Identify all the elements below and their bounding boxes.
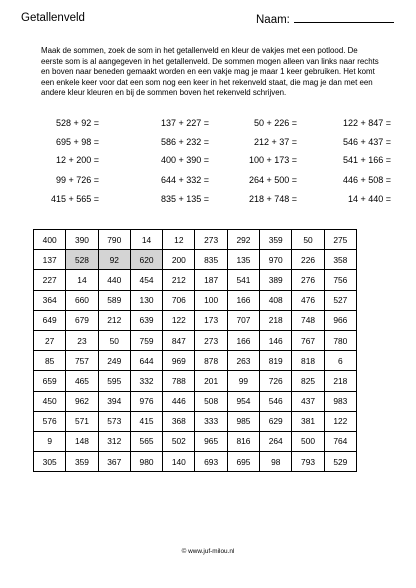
grid-cell[interactable]: 500: [292, 431, 324, 451]
grid-cell[interactable]: 595: [98, 371, 130, 391]
grid-cell[interactable]: 27: [34, 330, 66, 350]
grid-cell[interactable]: 50: [98, 330, 130, 350]
grid-cell[interactable]: 333: [195, 411, 227, 431]
grid-cell[interactable]: 589: [98, 290, 130, 310]
grid-cell[interactable]: 541: [227, 270, 259, 290]
grid-cell[interactable]: 85: [34, 351, 66, 371]
grid-cell[interactable]: 122: [163, 310, 195, 330]
grid-cell[interactable]: 780: [324, 330, 356, 350]
grid-cell[interactable]: 440: [98, 270, 130, 290]
grid-cell[interactable]: 816: [227, 431, 259, 451]
grid-cell[interactable]: 400: [34, 230, 66, 250]
sum-item: 99 + 726 =: [55, 175, 99, 185]
grid-cell[interactable]: 166: [227, 330, 259, 350]
grid-row: [34, 351, 357, 371]
sums-list: [0, 0, 416, 210]
grid-cell[interactable]: 546: [260, 391, 292, 411]
grid-cell[interactable]: 644: [130, 351, 162, 371]
sum-item: 446 + 508 =: [342, 175, 391, 185]
grid-cell[interactable]: 263: [227, 351, 259, 371]
grid-cell[interactable]: 135: [227, 250, 259, 270]
grid-cell[interactable]: 273: [195, 330, 227, 350]
grid-cell[interactable]: 12: [163, 230, 195, 250]
grid-cell[interactable]: 629: [260, 411, 292, 431]
grid-row: [34, 431, 357, 451]
grid-cell[interactable]: 976: [130, 391, 162, 411]
grid-cell[interactable]: 14: [130, 230, 162, 250]
grid-cell[interactable]: 249: [98, 351, 130, 371]
grid-cell[interactable]: 173: [195, 310, 227, 330]
grid-cell[interactable]: 389: [260, 270, 292, 290]
grid-cell[interactable]: 985: [227, 411, 259, 431]
number-grid: [33, 229, 357, 472]
grid-cell[interactable]: 408: [260, 290, 292, 310]
grid-cell[interactable]: 23: [66, 330, 98, 350]
grid-cell[interactable]: 6: [324, 351, 356, 371]
grid-cell[interactable]: 218: [260, 310, 292, 330]
grid-cell[interactable]: 835: [195, 250, 227, 270]
grid-row: [34, 411, 357, 431]
grid-cell[interactable]: 502: [163, 431, 195, 451]
grid-cell[interactable]: 275: [324, 230, 356, 250]
grid-cell[interactable]: 122: [324, 411, 356, 431]
grid-cell[interactable]: 227: [34, 270, 66, 290]
grid-cell[interactable]: 450: [34, 391, 66, 411]
grid-cell[interactable]: 764: [324, 431, 356, 451]
grid-cell[interactable]: 476: [292, 290, 324, 310]
grid-row: [34, 270, 357, 290]
grid-cell[interactable]: 793: [292, 452, 324, 472]
page-title: Getallenveld: [21, 12, 85, 24]
sum-item: 218 + 748 =: [248, 194, 297, 204]
grid-cell[interactable]: 565: [130, 431, 162, 451]
grid-cell[interactable]: 759: [130, 330, 162, 350]
grid-cell[interactable]: 148: [66, 431, 98, 451]
grid-cell[interactable]: 226: [292, 250, 324, 270]
sum-item: 528 + 92 =: [55, 118, 99, 128]
grid-cell[interactable]: 212: [98, 310, 130, 330]
grid-cell[interactable]: 847: [163, 330, 195, 350]
grid-cell[interactable]: 415: [130, 411, 162, 431]
grid-cell[interactable]: 364: [34, 290, 66, 310]
grid-row: [34, 452, 357, 472]
sum-item: 264 + 500 =: [248, 175, 297, 185]
grid-cell[interactable]: 201: [195, 371, 227, 391]
grid-cell[interactable]: 92: [98, 250, 130, 270]
grid-cell[interactable]: 660: [66, 290, 98, 310]
grid-cell[interactable]: 693: [195, 452, 227, 472]
grid-cell[interactable]: 390: [66, 230, 98, 250]
grid-cell[interactable]: 818: [292, 351, 324, 371]
grid-cell[interactable]: 969: [163, 351, 195, 371]
grid-cell[interactable]: 9: [34, 431, 66, 451]
grid-row: [34, 371, 357, 391]
sum-item: 137 + 227 =: [160, 118, 209, 128]
grid-cell[interactable]: 359: [260, 230, 292, 250]
grid-cell[interactable]: 748: [292, 310, 324, 330]
grid-cell[interactable]: 965: [195, 431, 227, 451]
name-label: Naam:: [256, 14, 290, 26]
grid-cell[interactable]: 368: [163, 411, 195, 431]
grid-cell[interactable]: 394: [98, 391, 130, 411]
grid-cell[interactable]: 790: [98, 230, 130, 250]
grid-cell[interactable]: 571: [66, 411, 98, 431]
grid-cell[interactable]: 819: [260, 351, 292, 371]
footer-credit: © www.juf-milou.nl: [181, 548, 235, 555]
grid-cell[interactable]: 276: [292, 270, 324, 290]
grid-cell[interactable]: 620: [130, 250, 162, 270]
grid-cell[interactable]: 962: [66, 391, 98, 411]
sum-item: 835 + 135 =: [160, 194, 209, 204]
grid-cell[interactable]: 50: [292, 230, 324, 250]
grid-cell[interactable]: 437: [292, 391, 324, 411]
grid-cell[interactable]: 305: [34, 452, 66, 472]
grid-cell[interactable]: 98: [260, 452, 292, 472]
grid-cell[interactable]: 312: [98, 431, 130, 451]
sum-item: 586 + 232 =: [160, 137, 209, 147]
grid-cell[interactable]: 970: [260, 250, 292, 270]
grid-cell[interactable]: 381: [292, 411, 324, 431]
grid-cell[interactable]: 359: [66, 452, 98, 472]
grid-cell[interactable]: 137: [34, 250, 66, 270]
grid-cell[interactable]: 756: [324, 270, 356, 290]
grid-cell[interactable]: 649: [34, 310, 66, 330]
sum-item: 546 + 437 =: [342, 137, 391, 147]
grid-cell[interactable]: 14: [66, 270, 98, 290]
sum-item: 100 + 173 =: [248, 155, 297, 165]
grid-cell[interactable]: 218: [324, 371, 356, 391]
grid-cell[interactable]: 446: [163, 391, 195, 411]
grid-cell[interactable]: 707: [227, 310, 259, 330]
grid-cell[interactable]: 980: [130, 452, 162, 472]
sum-item: 122 + 847 =: [342, 118, 391, 128]
grid-cell[interactable]: 706: [163, 290, 195, 310]
grid-cell[interactable]: 264: [260, 431, 292, 451]
grid-cell[interactable]: 212: [163, 270, 195, 290]
sum-item: 212 + 37 =: [253, 137, 297, 147]
sum-item: 12 + 200 =: [55, 155, 99, 165]
grid-cell[interactable]: 695: [227, 452, 259, 472]
grid-cell[interactable]: 166: [227, 290, 259, 310]
grid-cell[interactable]: 292: [227, 230, 259, 250]
grid-cell[interactable]: 954: [227, 391, 259, 411]
grid-cell[interactable]: 825: [292, 371, 324, 391]
grid-cell[interactable]: 140: [163, 452, 195, 472]
grid-cell[interactable]: 726: [260, 371, 292, 391]
grid-cell[interactable]: 639: [130, 310, 162, 330]
grid-row: [34, 230, 357, 250]
grid-cell[interactable]: 529: [324, 452, 356, 472]
grid-cell[interactable]: 527: [324, 290, 356, 310]
sum-item: 541 + 166 =: [342, 155, 391, 165]
sum-item: 415 + 565 =: [50, 194, 99, 204]
grid-cell[interactable]: 100: [195, 290, 227, 310]
grid-cell[interactable]: 454: [130, 270, 162, 290]
grid-cell[interactable]: 130: [130, 290, 162, 310]
sum-item: 695 + 98 =: [55, 137, 99, 147]
grid-cell[interactable]: 508: [195, 391, 227, 411]
grid-row: [34, 250, 357, 270]
grid-cell[interactable]: 332: [130, 371, 162, 391]
grid-cell[interactable]: 528: [66, 250, 98, 270]
grid-cell[interactable]: 358: [324, 250, 356, 270]
grid-cell[interactable]: 273: [195, 230, 227, 250]
grid-cell[interactable]: 99: [227, 371, 259, 391]
sum-item: 644 + 332 =: [160, 175, 209, 185]
grid-row: [34, 391, 357, 411]
grid-cell[interactable]: 767: [292, 330, 324, 350]
grid-cell[interactable]: 659: [34, 371, 66, 391]
instructions-text: Maak de sommen, zoek de som in het getallenveld en kleur de vakjes met een potlood. De eerste som is al aangegeven in het getallenveld. De sommen mogen alleen van links naar rechts en boven naar beneden gemaakt worden en een vakje mag je maar 1 keer gebruiken. Het komt een enkele keer voor dat een som nog een keer in het rekenveld staat, die mag je dan met een andere kleur kleuren en bij de sommen boven het rekenveld schrijven.: [41, 46, 379, 98]
grid-cell[interactable]: 367: [98, 452, 130, 472]
grid-cell[interactable]: 878: [195, 351, 227, 371]
grid-cell[interactable]: 146: [260, 330, 292, 350]
grid-cell[interactable]: 465: [66, 371, 98, 391]
grid-row: [34, 290, 357, 310]
grid-cell[interactable]: 966: [324, 310, 356, 330]
grid-cell[interactable]: 576: [34, 411, 66, 431]
grid-cell[interactable]: 187: [195, 270, 227, 290]
grid-cell[interactable]: 679: [66, 310, 98, 330]
sum-item: 400 + 390 =: [160, 155, 209, 165]
sum-item: 14 + 440 =: [347, 194, 391, 204]
grid-cell[interactable]: 983: [324, 391, 356, 411]
grid-row: [34, 330, 357, 350]
grid-cell[interactable]: 788: [163, 371, 195, 391]
grid-row: [34, 310, 357, 330]
grid-cell[interactable]: 573: [98, 411, 130, 431]
sum-item: 50 + 226 =: [253, 118, 297, 128]
grid-cell[interactable]: 200: [163, 250, 195, 270]
grid-cell[interactable]: 757: [66, 351, 98, 371]
